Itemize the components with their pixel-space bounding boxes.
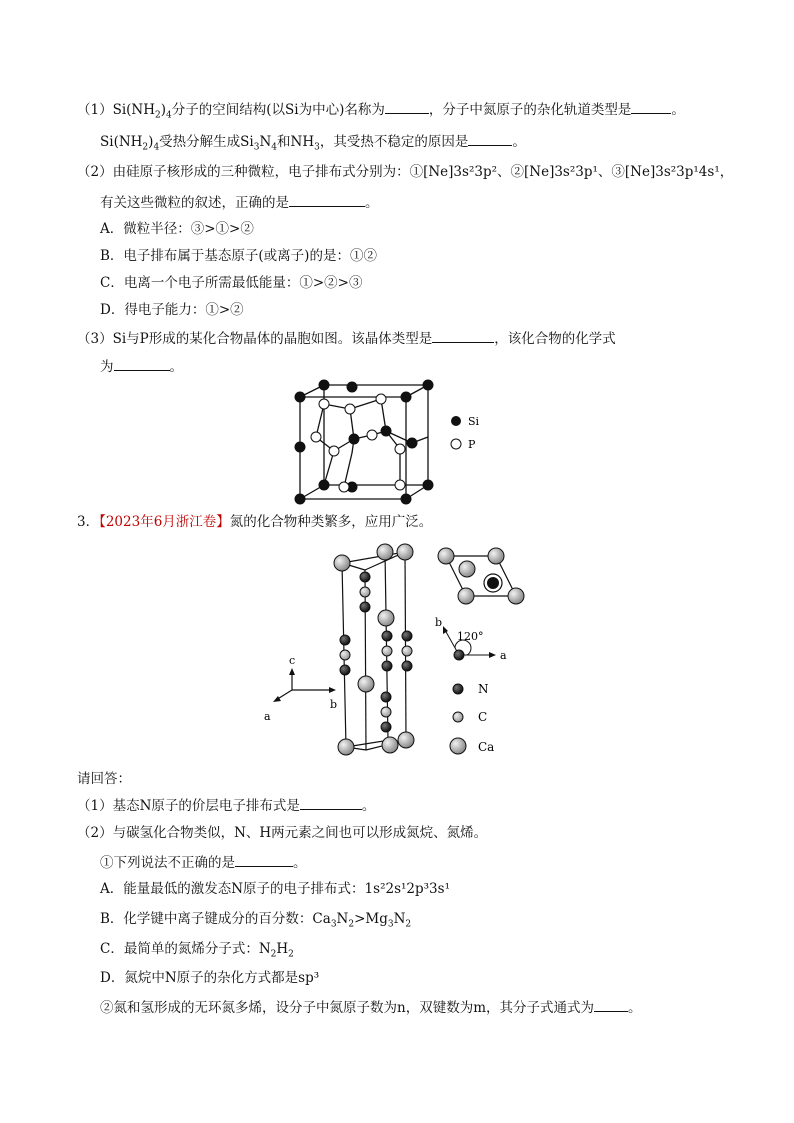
q1-line2: $Si(NH_2)_4$受热分解生成$Si_3N_4$和$NH_3$，其受热不稳定的原因是 。	[100, 134, 526, 153]
q3-part1: （1）基态N原子的价层电子排布式是 。	[77, 798, 376, 814]
legend-p-dot	[451, 439, 461, 449]
answer-blank[interactable]	[432, 329, 494, 343]
answer-blank[interactable]	[114, 357, 170, 371]
legend-si-label: Si	[468, 415, 480, 428]
legend-c-dot	[453, 712, 463, 722]
legend-p-label: P	[468, 438, 476, 451]
source-tag: 【2023年6月浙江卷】	[99, 514, 230, 530]
legend-ca-dot	[450, 738, 466, 754]
legend-n-label: N	[478, 682, 489, 696]
hex-b-label: b	[435, 616, 443, 629]
option-a: A．微粒半径：③>①>②	[100, 221, 254, 237]
q1-part2-stem: （2）由硅原子核形成的三种微粒，电子排布式分别为：①[Ne]3s²3p²、②[Ne]3s²3p¹、③[Ne]3s²3p¹4s¹，	[77, 164, 734, 180]
option-d: D．氮烷中N原子的杂化方式都是sp³	[100, 970, 320, 986]
option-c: C．最简单的氮烯分子式：$N_2H_2$	[100, 941, 294, 960]
axis-c-label: c	[289, 654, 296, 667]
legend-c-label: C	[478, 710, 488, 724]
answer-blank[interactable]	[235, 853, 293, 867]
q1-part3-ask: 为 。	[100, 359, 183, 375]
hex-a-label: a	[500, 649, 507, 662]
axis-b-label: b	[330, 698, 338, 711]
si-p-unit-cell-figure	[288, 375, 498, 510]
answer-blank[interactable]	[289, 193, 365, 207]
legend-ca-label: Ca	[478, 740, 495, 754]
q3-sub2: ②氮和氢形成的无环氮多烯，设分子中氮原子数为n，双键数为m，其分子式通式为 。	[100, 1000, 642, 1016]
q1-part3-stem: （3）Si与P形成的某化合物晶体的晶胞如图。该晶体类型是 ，该化合物的化学式	[77, 331, 616, 347]
answer-blank[interactable]	[594, 998, 628, 1012]
legend-si-dot	[451, 416, 461, 426]
please-answer: 请回答：	[77, 771, 131, 787]
answer-blank[interactable]	[468, 132, 512, 146]
option-a: A．能量最低的激发态N原子的电子排布式：1s²2s¹2p³3s¹	[100, 881, 450, 897]
answer-blank[interactable]	[385, 100, 429, 114]
legend-n-dot	[453, 684, 463, 694]
answer-blank[interactable]	[631, 100, 671, 114]
option-d: D．得电子能力：①>②	[100, 302, 244, 318]
q3-sub1: ①下列说法不正确的是 。	[100, 855, 307, 871]
q1-part2-ask: 有关这些微粒的叙述，正确的是 。	[100, 195, 379, 211]
q3-part2: （2）与碳氢化合物类似，N、H两元素之间也可以形成氮烷、氮烯。	[77, 825, 488, 841]
q1-line1: $(1)Si(NH_2)_4$分子的空间结构(以Si为中心)名称为 ，分子中氮原子的杂化轨道类型是 。	[77, 102, 685, 121]
option-c: C．电离一个电子所需最低能量：①>②>③	[100, 275, 363, 291]
option-b: B．化学键中离子键成分的百分数：$Ca_3N_2>Mg_3N_2$	[100, 911, 412, 930]
angle-label: 120°	[457, 630, 484, 643]
option-b: B．电子排布属于基态原子(或离子)的是：①②	[100, 248, 377, 264]
q3-heading: 3．【2023年6月浙江卷】氮的化合物种类繁多，应用广泛。	[77, 514, 433, 530]
answer-blank[interactable]	[300, 796, 362, 810]
cacn2-crystal-figure	[260, 540, 540, 765]
axis-a-label: a	[264, 710, 271, 723]
